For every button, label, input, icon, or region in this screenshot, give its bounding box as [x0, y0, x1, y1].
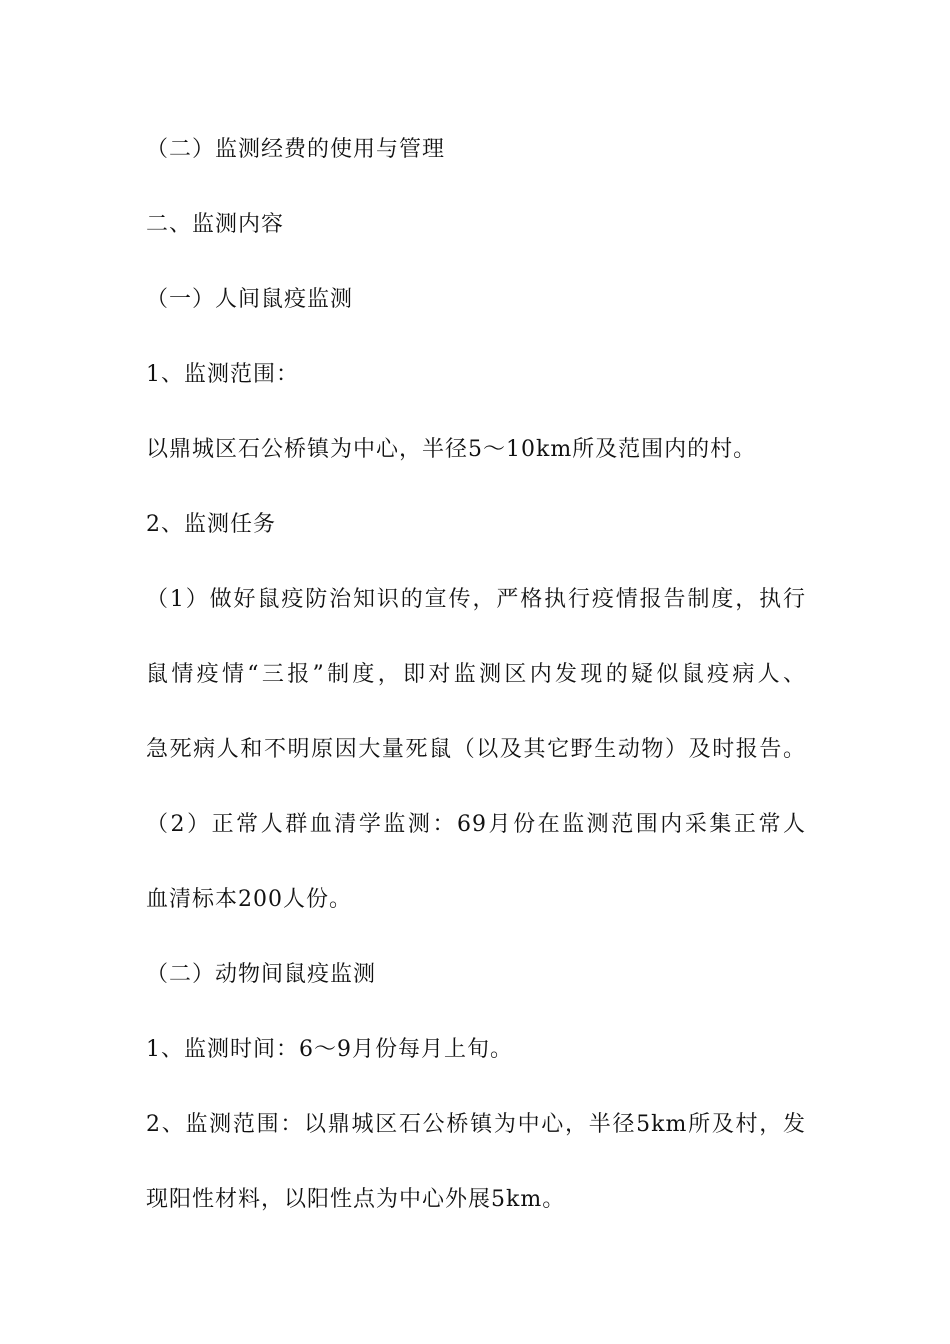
paragraph-task-2-line-2: 血清标本200人份。: [146, 887, 352, 912]
section-heading-funding: （二）监测经费的使用与管理: [146, 137, 446, 162]
paragraph-scope: 以鼎城区石公桥镇为中心，半径5～10km所及范围内的村。: [146, 437, 757, 462]
paragraph-task-1-line-3: 急死病人和不明原因大量死鼠（以及其它野生动物）及时报告。: [146, 737, 806, 762]
item-heading-tasks: 2、监测任务: [146, 512, 276, 537]
paragraph-monitoring-time: 1、监测时间：6～9月份每月上旬。: [146, 1037, 513, 1062]
item-heading-scope: 1、监测范围：: [146, 362, 299, 387]
section-heading-content: 二、监测内容: [146, 212, 285, 237]
subsection-heading-animal-plague: （二）动物间鼠疫监测: [146, 962, 377, 987]
paragraph-monitoring-range-line-1: 2、监测范围：以鼎城区石公桥镇为中心，半径5km所及村，发: [146, 1112, 806, 1137]
subsection-heading-human-plague: （一）人间鼠疫监测: [146, 287, 354, 312]
paragraph-task-1-line-2: 鼠情疫情“三报”制度，即对监测区内发现的疑似鼠疫病人、: [146, 662, 806, 687]
paragraph-task-1-line-1: （1）做好鼠疫防治知识的宣传，严格执行疫情报告制度，执行: [146, 587, 806, 612]
paragraph-task-2-line-1: （2）正常人群血清学监测：69月份在监测范围内采集正常人: [146, 812, 806, 837]
paragraph-monitoring-range-line-2: 现阳性材料，以阳性点为中心外展5km。: [146, 1187, 566, 1212]
